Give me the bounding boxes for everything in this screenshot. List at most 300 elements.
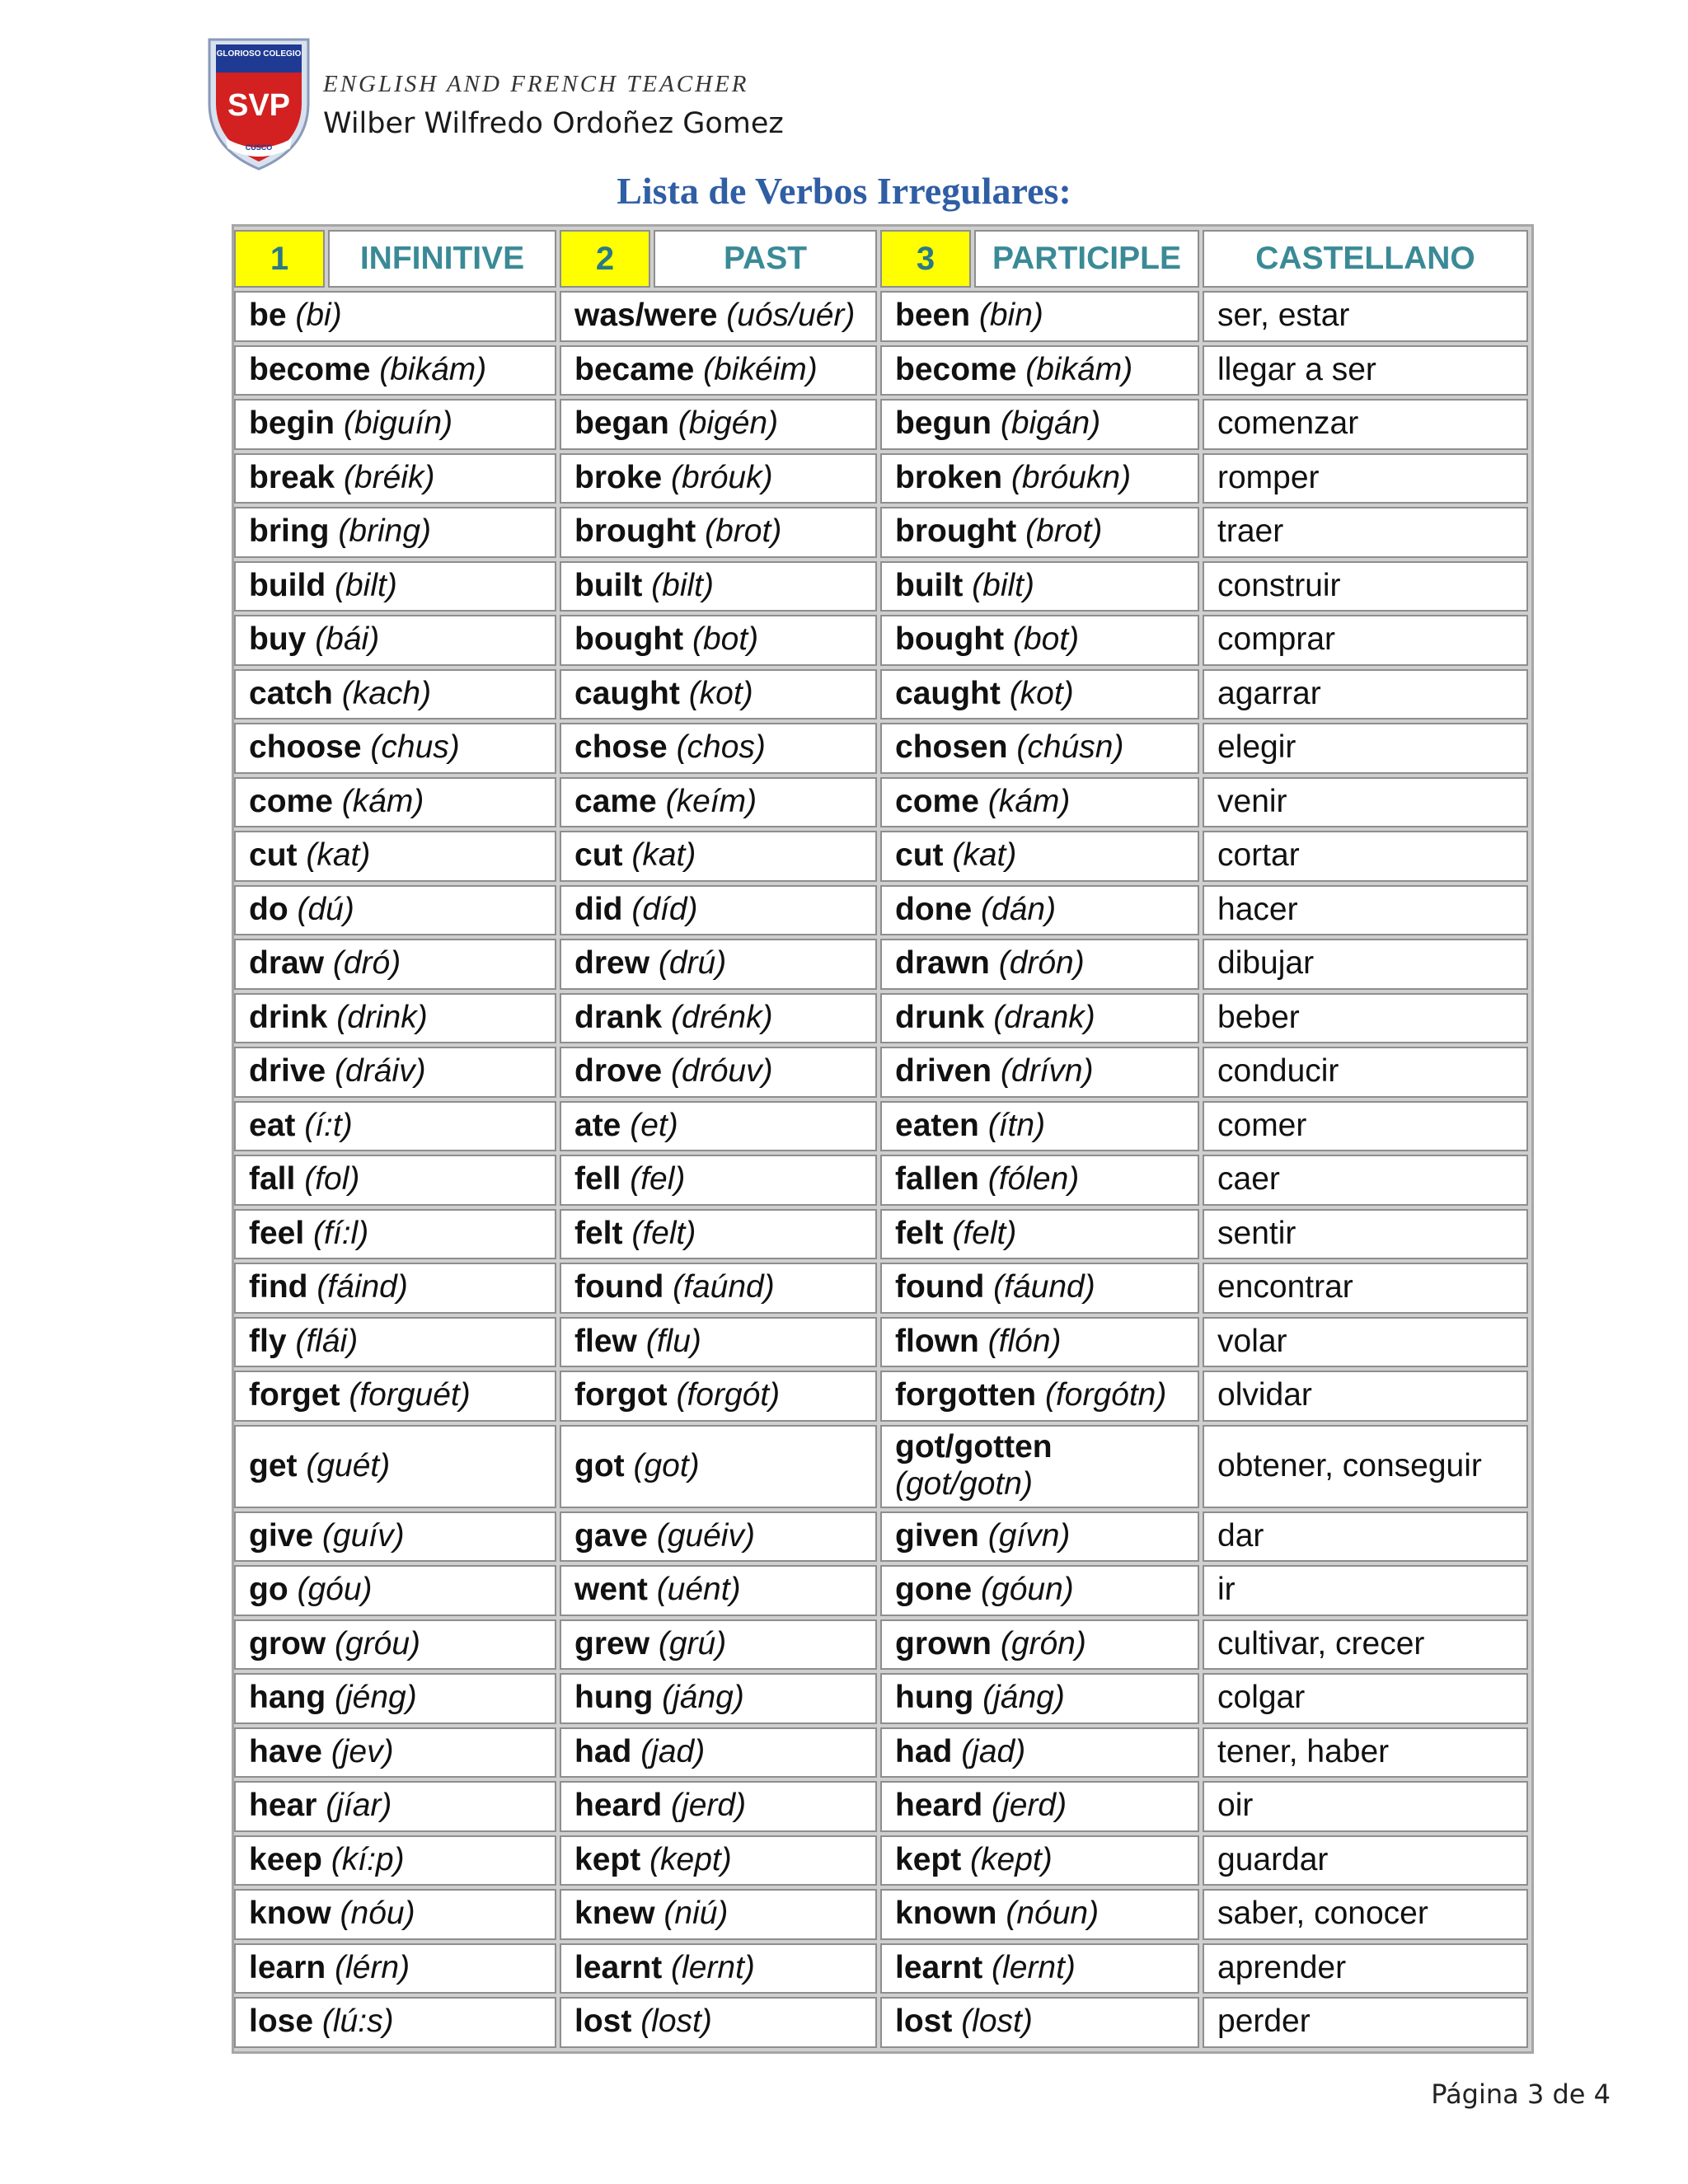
verb-pronunciation: (bot) [1012, 621, 1080, 658]
table-row [234, 558, 1531, 612]
table-row [234, 1670, 1531, 1724]
verb-word: caught [574, 675, 680, 711]
table-row [234, 396, 1531, 450]
verb-word: fell [574, 1161, 621, 1197]
verb-entry [249, 1518, 405, 1555]
verb-entry [574, 1896, 728, 1933]
translation-text: sentir [1217, 1215, 1296, 1251]
school-logo [201, 33, 316, 173]
translation-text: perder [1217, 2004, 1311, 2040]
cell-past [560, 561, 877, 612]
translation-text: hacer [1217, 891, 1298, 927]
table-row [234, 1422, 1531, 1508]
verb-entry [249, 676, 431, 713]
cell-castellano [1203, 291, 1528, 342]
cell-infinitive [234, 1889, 556, 1940]
cell-infinitive [234, 615, 556, 666]
verb-pronunciation: (bring) [338, 513, 432, 550]
cell-castellano [1203, 1209, 1528, 1260]
verb-pronunciation: (lérn) [335, 1949, 410, 1985]
verb-pronunciation: (forgótn) [1044, 1377, 1167, 1413]
translation-text: obtener, conseguir [1217, 1447, 1482, 1483]
cell-castellano [1203, 885, 1528, 936]
translation-text: volar [1217, 1323, 1287, 1359]
verb-entry [249, 945, 401, 982]
table-row [234, 827, 1531, 882]
verb-word: driven [895, 1053, 992, 1090]
cell-castellano [1203, 1425, 1528, 1508]
verb-pronunciation: (guéiv) [656, 1517, 755, 1554]
cell-participle [880, 1371, 1199, 1422]
verb-pronunciation: (forguét) [349, 1377, 471, 1413]
verb-pronunciation: (fáund) [993, 1269, 1095, 1305]
verb-entry [895, 1429, 1053, 1503]
cell-participle [880, 507, 1199, 558]
verb-pronunciation: (dú) [297, 891, 354, 927]
translation-text: oir [1217, 1788, 1254, 1824]
verb-word: broke [574, 459, 663, 495]
verb-pronunciation: (kat) [306, 837, 371, 874]
verb-word: become [895, 351, 1017, 387]
translation-text: conducir [1217, 1053, 1339, 1090]
table-row [234, 1562, 1531, 1616]
verb-entry [249, 1053, 426, 1090]
cell-past [560, 939, 877, 990]
verb-word: grew [574, 1625, 650, 1661]
verb-entry [574, 298, 855, 335]
verb-pronunciation: (flón) [987, 1323, 1062, 1359]
verb-word: go [249, 1572, 288, 1608]
verb-entry [895, 1734, 1025, 1771]
table-row [234, 288, 1531, 342]
verb-entry [895, 2004, 1033, 2041]
verb-word: kept [895, 1841, 962, 1877]
verb-pronunciation: (bróukn) [1010, 459, 1132, 495]
verb-word: drive [249, 1053, 326, 1090]
verb-word: cut [895, 837, 944, 874]
table-row [234, 1151, 1531, 1206]
verb-word: came [574, 783, 657, 819]
verb-word: drove [574, 1053, 663, 1090]
verb-entry [249, 1108, 353, 1145]
cell-infinitive [234, 345, 556, 396]
verb-word: built [895, 567, 964, 603]
cell-participle [880, 1781, 1199, 1832]
verb-word: got/gotten [895, 1429, 1053, 1465]
verb-pronunciation: (jev) [331, 1733, 394, 1769]
cell-participle [880, 1317, 1199, 1368]
cell-past [560, 1101, 877, 1152]
cell-past [560, 1673, 877, 1724]
verb-entry [574, 1734, 705, 1771]
verb-pronunciation: (grú) [658, 1625, 727, 1661]
verb-word: chosen [895, 729, 1008, 766]
page-number: Página 3 de 4 [1431, 2079, 1611, 2110]
table-row [234, 990, 1531, 1044]
verb-pronunciation: (dró) [332, 945, 401, 982]
verb-pronunciation: (bi) [295, 298, 342, 334]
verb-word: felt [574, 1215, 623, 1251]
header-number-1: 1 [234, 230, 325, 288]
table-row [234, 1367, 1531, 1422]
translation-text: traer [1217, 513, 1284, 550]
cell-participle [880, 1619, 1199, 1671]
table-header-row [234, 227, 1531, 288]
verb-entry [249, 1842, 405, 1879]
cell-infinitive [234, 939, 556, 990]
cell-infinitive [234, 669, 556, 720]
verb-entry [249, 1788, 392, 1825]
cell-past [560, 1565, 877, 1616]
verb-word: learnt [574, 1949, 663, 1985]
verb-word: come [895, 783, 979, 819]
logo-bottom-text: CUSCO [245, 143, 273, 152]
verb-word: know [249, 1896, 331, 1932]
verb-entry [574, 352, 818, 389]
verb-entry [249, 2004, 394, 2041]
verb-pronunciation: (bilt) [972, 567, 1034, 603]
cell-past [560, 1781, 877, 1832]
verb-word: brought [895, 513, 1017, 550]
verb-entry [895, 1518, 1070, 1555]
verb-entry [895, 568, 1034, 605]
verb-pronunciation: (bikám) [1025, 351, 1133, 387]
verb-entry [895, 1842, 1053, 1879]
verb-pronunciation: (jerd) [992, 1788, 1067, 1824]
translation-text: encontrar [1217, 1269, 1353, 1305]
verb-entry [574, 1324, 701, 1361]
cell-past [560, 669, 877, 720]
header-participle: PARTICIPLE [974, 230, 1199, 288]
cell-infinitive [234, 993, 556, 1044]
cell-castellano [1203, 939, 1528, 990]
verb-word: flown [895, 1323, 979, 1359]
verb-pronunciation: (drú) [658, 945, 727, 982]
verb-pronunciation: (kí:p) [331, 1841, 405, 1877]
verb-pronunciation: (díd) [631, 891, 698, 927]
translation-text: beber [1217, 999, 1300, 1035]
verb-pronunciation: (kach) [341, 675, 432, 711]
translation-text: dar [1217, 1517, 1264, 1554]
verb-entry [249, 568, 397, 605]
table-row [234, 882, 1531, 936]
cell-castellano [1203, 723, 1528, 774]
verb-entry [895, 1788, 1067, 1825]
verb-pronunciation: (bin) [978, 298, 1043, 334]
verb-entry [249, 1448, 390, 1485]
verb-entry [574, 1161, 685, 1198]
verb-entry [574, 945, 726, 982]
verb-pronunciation: (lernt) [992, 1949, 1076, 1985]
verb-word: build [249, 567, 326, 603]
verb-entry [895, 1216, 1016, 1253]
verb-word: given [895, 1517, 979, 1554]
verb-entry [249, 621, 379, 658]
verb-pronunciation: (guét) [306, 1447, 391, 1483]
cell-infinitive [234, 1565, 556, 1616]
verb-entry [249, 1000, 428, 1037]
translation-text: tener, haber [1217, 1733, 1390, 1769]
table-row [234, 666, 1531, 720]
table-row [234, 612, 1531, 666]
cell-castellano [1203, 1047, 1528, 1098]
verb-pronunciation: (kot) [1009, 675, 1074, 711]
verb-pronunciation: (drón) [998, 945, 1085, 982]
verb-entry [249, 1216, 368, 1253]
verb-word: found [574, 1269, 664, 1305]
verb-pronunciation: (kept) [649, 1841, 732, 1877]
cell-participle [880, 1835, 1199, 1886]
cell-participle [880, 345, 1199, 396]
verb-pronunciation: (chus) [370, 729, 460, 766]
verb-word: went [574, 1572, 648, 1608]
verb-word: lost [895, 2004, 953, 2040]
verb-word: known [895, 1896, 997, 1932]
table-row [234, 504, 1531, 558]
table-row [234, 342, 1531, 396]
verb-word: hung [895, 1680, 974, 1716]
verb-word: kept [574, 1841, 641, 1877]
verb-word: built [574, 567, 643, 603]
verb-entry [895, 1377, 1166, 1414]
verb-entry [895, 892, 1056, 929]
verb-word: do [249, 891, 288, 927]
verb-pronunciation: (kept) [970, 1841, 1053, 1877]
verb-pronunciation: (jéng) [335, 1680, 417, 1716]
verb-entry [574, 1950, 755, 1987]
verb-word: forget [249, 1377, 340, 1413]
cell-castellano [1203, 1997, 1528, 2048]
cell-castellano [1203, 1889, 1528, 1940]
cell-infinitive [234, 1155, 556, 1206]
verb-pronunciation: (chúsn) [1016, 729, 1124, 766]
cell-participle [880, 723, 1199, 774]
verb-entry [249, 1734, 394, 1771]
verb-entry [574, 1108, 678, 1145]
translation-text: aprender [1217, 1949, 1347, 1985]
verb-pronunciation: (bikám) [379, 351, 487, 387]
verb-entry [574, 1269, 775, 1306]
verb-word: grown [895, 1625, 992, 1661]
verb-pronunciation: (nóun) [1006, 1896, 1100, 1932]
verb-entry [895, 1896, 1099, 1933]
verb-pronunciation: (kám) [987, 783, 1071, 819]
cell-past [560, 291, 877, 342]
verb-word: cut [249, 837, 298, 874]
cell-past [560, 1835, 877, 1886]
verb-word: eat [249, 1107, 296, 1143]
cell-castellano [1203, 1565, 1528, 1616]
verb-entry [574, 1000, 773, 1037]
verb-pronunciation: (dróuv) [671, 1053, 773, 1090]
table-row [234, 1314, 1531, 1368]
verb-word: bought [574, 621, 684, 658]
verb-word: grow [249, 1625, 326, 1661]
cell-infinitive [234, 1317, 556, 1368]
verb-pronunciation: (drívn) [1000, 1053, 1094, 1090]
cell-infinitive [234, 1673, 556, 1724]
verb-pronunciation: (faúnd) [673, 1269, 775, 1305]
cell-castellano [1203, 1263, 1528, 1314]
verb-word: drawn [895, 945, 990, 982]
verb-pronunciation: (fel) [630, 1161, 686, 1197]
verb-pronunciation: (nóu) [340, 1896, 415, 1932]
verb-entry [574, 1448, 700, 1485]
cell-participle [880, 777, 1199, 828]
verb-entry [574, 460, 773, 497]
table-row [234, 1043, 1531, 1098]
cell-castellano [1203, 831, 1528, 882]
verb-entry [895, 1000, 1095, 1037]
verb-entry [574, 1053, 773, 1090]
verb-pronunciation: (kot) [688, 675, 753, 711]
cell-infinitive [234, 1727, 556, 1779]
header-infinitive: INFINITIVE [328, 230, 556, 288]
verb-pronunciation: (bilt) [651, 567, 714, 603]
translation-text: ser, estar [1217, 298, 1350, 334]
verb-word: gone [895, 1572, 973, 1608]
header-number-3: 3 [880, 230, 971, 288]
verb-word: done [895, 891, 973, 927]
verb-pronunciation: (bikéim) [703, 351, 818, 387]
verb-entry [249, 1950, 410, 1987]
verb-word: flew [574, 1323, 637, 1359]
translation-text: colgar [1217, 1680, 1306, 1716]
verb-word: feel [249, 1215, 305, 1251]
verb-pronunciation: (flu) [645, 1323, 701, 1359]
verb-pronunciation: (grón) [1000, 1625, 1086, 1661]
verb-word: begin [249, 405, 335, 442]
cell-past [560, 1209, 877, 1260]
translation-text: construir [1217, 567, 1341, 603]
cell-participle [880, 1727, 1199, 1779]
cell-infinitive [234, 1047, 556, 1098]
cell-participle [880, 831, 1199, 882]
cell-castellano [1203, 669, 1528, 720]
cell-infinitive [234, 399, 556, 450]
verb-pronunciation: (chos) [676, 729, 766, 766]
cell-past [560, 507, 877, 558]
table-row [234, 1832, 1531, 1886]
verb-word: gave [574, 1517, 648, 1554]
verb-entry [249, 352, 486, 389]
cell-past [560, 399, 877, 450]
cell-participle [880, 1565, 1199, 1616]
verb-word: forgot [574, 1377, 668, 1413]
verb-word: began [574, 405, 669, 442]
verb-word: buy [249, 621, 307, 658]
verb-table [232, 224, 1534, 2054]
cell-past [560, 1263, 877, 1314]
cell-infinitive [234, 1619, 556, 1671]
verb-word: ate [574, 1107, 621, 1143]
table-row [234, 1259, 1531, 1314]
verb-pronunciation: (got/gotn) [895, 1466, 1033, 1502]
verb-pronunciation: (fólen) [987, 1161, 1080, 1197]
translation-text: comer [1217, 1107, 1307, 1143]
verb-pronunciation: (niú) [663, 1896, 729, 1932]
cell-castellano [1203, 399, 1528, 450]
cell-past [560, 723, 877, 774]
verb-pronunciation: (felt) [631, 1215, 696, 1251]
verb-word: find [249, 1269, 308, 1305]
verb-pronunciation: (jáng) [982, 1680, 1065, 1716]
verb-word: break [249, 459, 335, 495]
verb-word: have [249, 1733, 322, 1769]
verb-pronunciation: (felt) [952, 1215, 1017, 1251]
verb-entry [249, 784, 424, 821]
cell-participle [880, 669, 1199, 720]
cell-participle [880, 1889, 1199, 1940]
verb-word: draw [249, 945, 325, 982]
verb-entry [574, 1626, 726, 1663]
verb-word: bought [895, 621, 1005, 658]
verb-entry [574, 1377, 780, 1414]
verb-entry [574, 837, 696, 874]
cell-infinitive [234, 1209, 556, 1260]
table-row [234, 719, 1531, 774]
cell-past [560, 993, 877, 1044]
verb-pronunciation: (uént) [656, 1572, 741, 1608]
verb-pronunciation: (got) [633, 1447, 700, 1483]
verb-entry [249, 892, 354, 929]
verb-word: drew [574, 945, 650, 982]
cell-participle [880, 885, 1199, 936]
verb-word: drank [574, 999, 663, 1035]
verb-entry [895, 352, 1132, 389]
verb-pronunciation: (bigán) [1000, 405, 1101, 442]
verb-word: bring [249, 513, 330, 550]
cell-infinitive [234, 1997, 556, 2048]
verb-word: broken [895, 459, 1003, 495]
cell-participle [880, 1511, 1199, 1563]
header-castellano: CASTELLANO [1203, 230, 1528, 288]
verb-entry [895, 784, 1070, 821]
table-row [234, 1206, 1531, 1260]
verb-word: forgotten [895, 1377, 1037, 1413]
cell-past [560, 1317, 877, 1368]
table-row [234, 1886, 1531, 1940]
verb-word: learn [249, 1949, 326, 1985]
cell-castellano [1203, 615, 1528, 666]
cell-past [560, 1943, 877, 1994]
cell-infinitive [234, 831, 556, 882]
cell-infinitive [234, 291, 556, 342]
cell-participle [880, 399, 1199, 450]
cell-castellano [1203, 1673, 1528, 1724]
cell-participle [880, 291, 1199, 342]
verb-entry [574, 1572, 741, 1609]
verb-pronunciation: (fol) [304, 1161, 360, 1197]
verb-word: give [249, 1517, 314, 1554]
table-row [234, 1994, 1531, 2048]
verb-entry [249, 729, 460, 766]
cell-participle [880, 1673, 1199, 1724]
translation-text: llegar a ser [1217, 351, 1376, 387]
verb-word: keep [249, 1841, 322, 1877]
verb-pronunciation: (jíar) [326, 1788, 392, 1824]
cell-castellano [1203, 1155, 1528, 1206]
table-row [234, 774, 1531, 828]
verb-entry [249, 837, 370, 874]
verb-pronunciation: (jerd) [671, 1788, 747, 1824]
cell-infinitive [234, 723, 556, 774]
verb-pronunciation: (brot) [705, 513, 782, 550]
cell-infinitive [234, 777, 556, 828]
verb-entry [895, 1680, 1065, 1717]
verb-entry [574, 729, 766, 766]
verb-entry [574, 892, 698, 929]
